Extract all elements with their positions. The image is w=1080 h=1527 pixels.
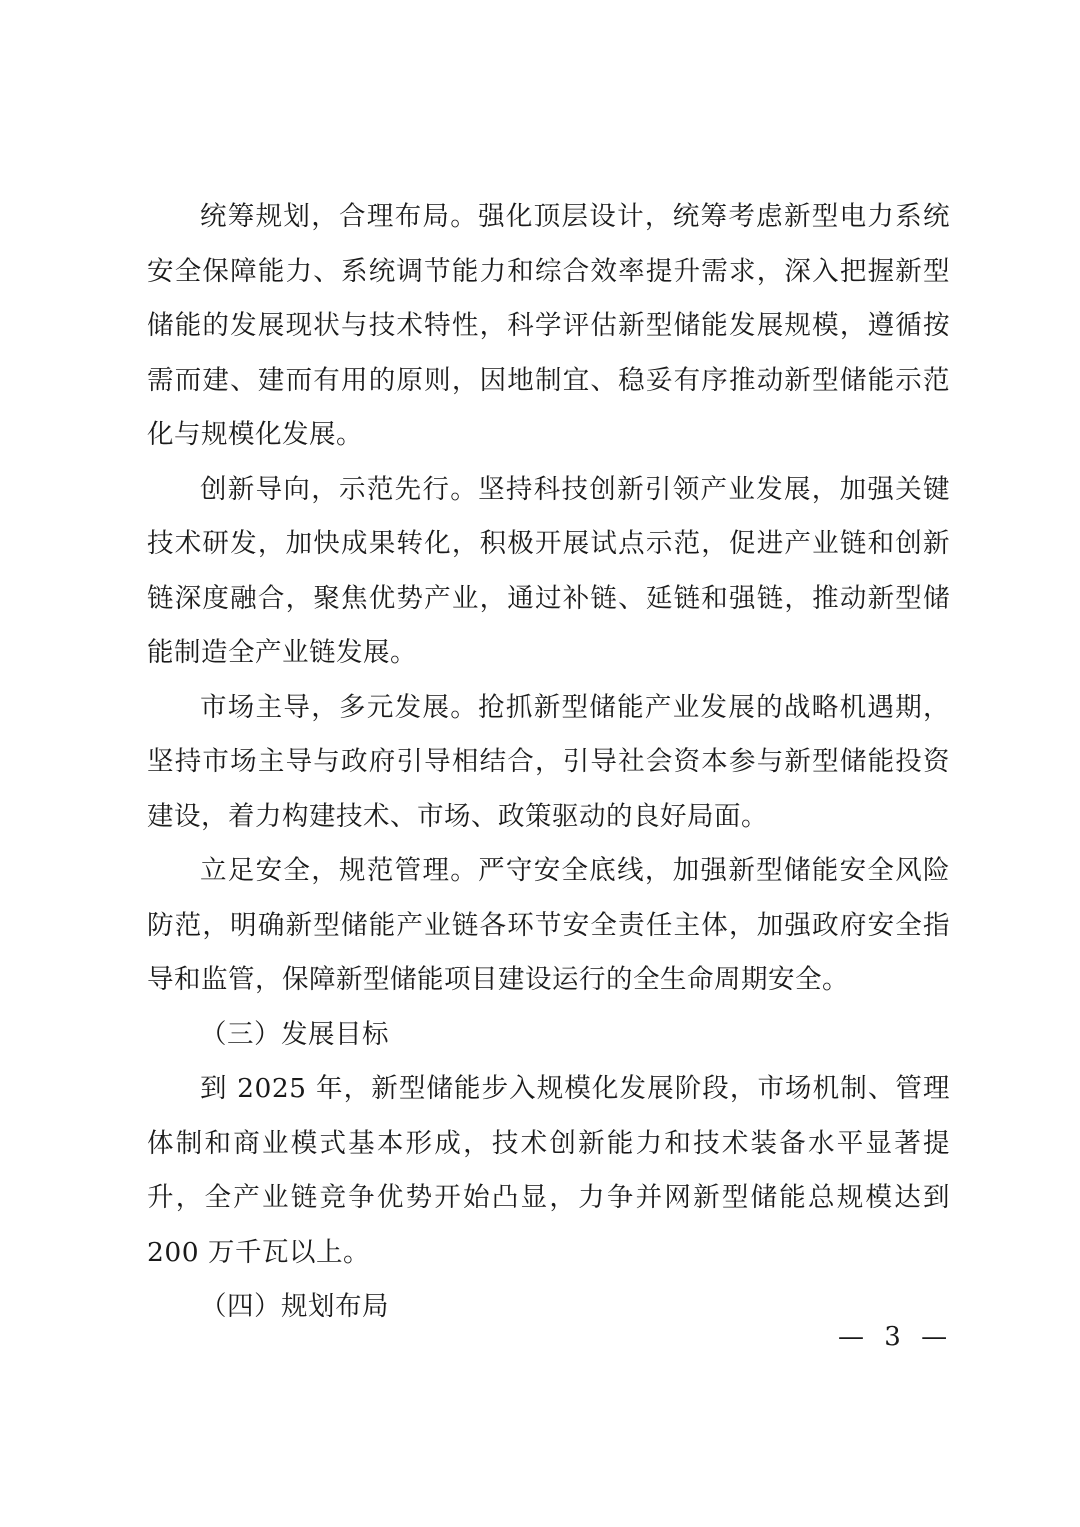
- principle-paragraph-planning: [147, 190, 950, 463]
- principle-paragraph-safety: [147, 844, 950, 1008]
- section-heading-goals: （三）发展目标: [200, 1018, 389, 1050]
- principle-text: 坚持科技创新引领产业发展，加强关键技术研发，加快成果转化，积极开展试点示范，促进产业链和创新链深度融合，聚焦优势产业，通过补链、延链和强链，推动新型储能制造全产业链发展。: [147, 473, 951, 668]
- principle-title: 统筹规划，合理布局。: [200, 201, 479, 232]
- principle-text: 强化顶层设计，统筹考虑新型电力系统安全保障能力、系统调节能力和综合效率提升需求，深入把握新型储能的发展现状与技术特性，科学评估新型储能发展规模，遵循按需而建、建而有用的原则，因地制宜、稳妥有序推动新型储能示范化与规模化发展。: [147, 201, 951, 450]
- page-number: — 3 —: [838, 1322, 954, 1352]
- principle-paragraph-innovation: [147, 463, 950, 681]
- document-body: [147, 190, 950, 1335]
- principle-title: 创新导向，示范先行。: [200, 473, 479, 505]
- principle-title: 立足安全，规范管理。: [200, 855, 479, 886]
- principle-title: 市场主导，多元发展。: [200, 691, 479, 723]
- principle-text: 抢抓新型储能产业发展的战略机遇期，坚持市场主导与政府引导相结合，引导社会资本参与新型储能投资建设，着力构建技术、市场、政策驱动的良好局面。: [147, 691, 951, 832]
- principle-paragraph-market: [147, 681, 950, 845]
- section-heading-layout: （四）规划布局: [200, 1291, 389, 1322]
- principle-text: 严守安全底线，加强新型储能安全风险防范，明确新型储能产业链各环节安全责任主体，加强政府安全指导和监管，保障新型储能项目建设运行的全生命周期安全。: [147, 855, 951, 995]
- goals-paragraph: 到 2025 年，新型储能步入规模化发展阶段，市场机制、管理体制和商业模式基本形成，技术创新能力和技术装备水平显著提升，全产业链竞争优势开始凸显，力争并网新型储能总规模达到 200 万千瓦以上。: [147, 1073, 950, 1268]
